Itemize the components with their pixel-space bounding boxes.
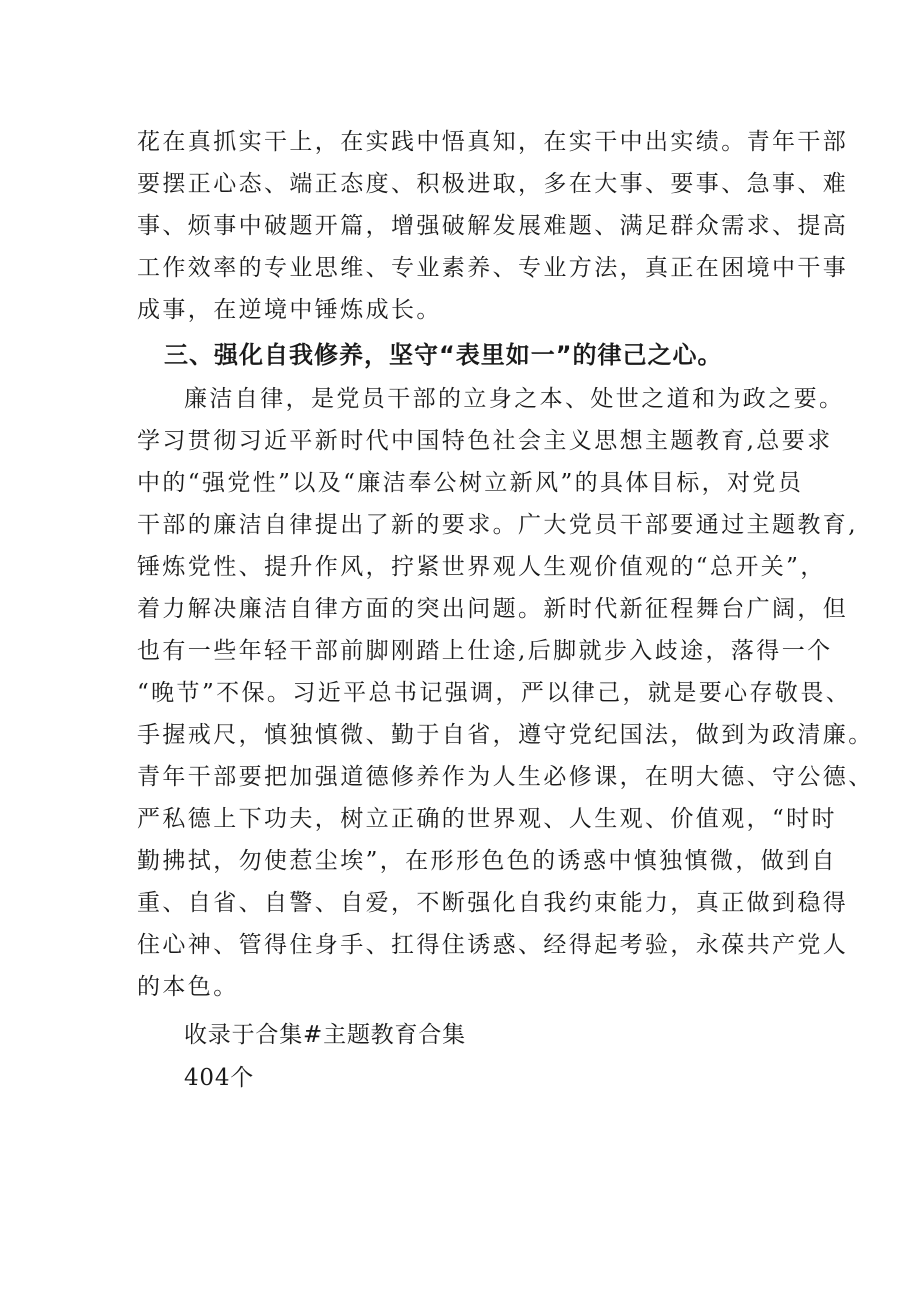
text-line: 青年干部要把加强道德修养作为人生必修课，在明大德、守公德、: [137, 764, 874, 790]
text-line: 住心神、管得住身手、扛得住诱惑、经得起考验，永葆共产党人: [137, 932, 849, 958]
text-line: 着力解决廉洁自律方面的突出问题。新时代新征程舞台广阔，但: [137, 596, 849, 622]
text-line: 廉洁自律，是党员干部的立身之本、处世之道和为政之要。: [184, 386, 845, 412]
collection-tag-link[interactable]: 收录于合集#主题教育合集: [184, 1022, 466, 1048]
text-line: 成事，在逆境中锤炼成长。: [137, 297, 442, 323]
section-heading: 三、强化自我修养，坚守“表里如一”的律己之心。: [164, 341, 723, 369]
text-line: 锤炼党性、提升作风，拧紧世界观人生观价值观的“总开关”，: [137, 554, 826, 580]
text-line: 重、自省、自警、自爱，不断强化自我约束能力，真正做到稳得: [137, 890, 849, 916]
text-line: 也有一些年轻干部前脚刚踏上仕途,后脚就步入歧途，落得一个: [137, 638, 833, 664]
text-line: 勤拂拭，勿使惹尘埃”，在形形色色的诱惑中慎独慎微，做到自: [137, 848, 837, 874]
text-line: 花在真抓实干上，在实践中悟真知，在实干中出实绩。青年干部: [137, 129, 849, 155]
text-line: 手握戒尺，慎独慎微、勤于自省，遵守党纪国法，做到为政清廉。: [137, 722, 874, 748]
text-line: 中的“强党性”以及“廉洁奉公树立新风”的具体目标，对党员: [137, 470, 804, 496]
text-line: 学习贯彻习近平新时代中国特色社会主义思想主题教育,总要求: [137, 428, 833, 454]
text-line: “晚节”不保。习近平总书记强调，严以律己，就是要心存敬畏、: [137, 680, 852, 706]
text-line: 严私德上下功夫，树立正确的世界观、人生观、价值观，“时时: [137, 806, 837, 832]
collection-count: 404个: [184, 1065, 255, 1091]
text-line: 工作效率的专业思维、专业素养、专业方法，真正在困境中干事: [137, 255, 849, 281]
text-line: 要摆正心态、端正态度、积极进取，多在大事、要事、急事、难: [137, 171, 849, 197]
text-line: 的本色。: [137, 974, 239, 1000]
text-line: 事、烦事中破题开篇，增强破解发展难题、满足群众需求、提高: [137, 213, 849, 239]
text-line: 干部的廉洁自律提出了新的要求。广大党员干部要通过主题教育,: [137, 512, 858, 538]
